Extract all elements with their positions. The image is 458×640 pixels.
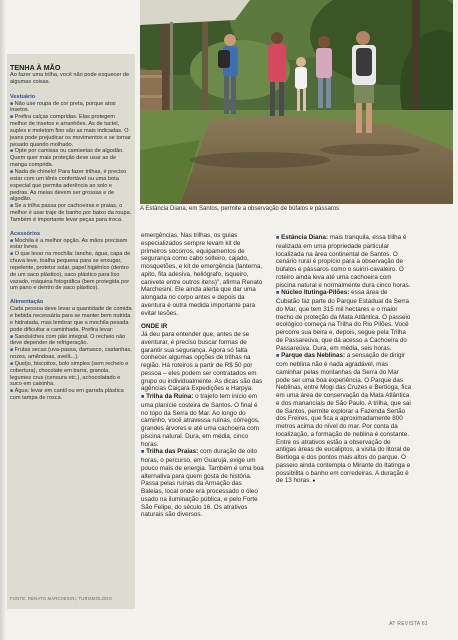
trail-entry-itutinga: ■ Núcleo Itutinga-Pilões: essa área de Cubatão faz parte do Parque Estadual da Serra do Mar, que tem 315 mil hectares e o maior trecho de proteção da Mata Atlântica. O passeio ecológico começa na Trilha do Rio Pilões. Você percorre sua beira e, depois, segue pela Trilha de Passareúva, que dá acesso a Cachoeira do Passareúva. Dura, em média, seis horas. bbox=[276, 289, 411, 352]
square-bullet-icon: ■ bbox=[141, 394, 145, 400]
square-bullet-icon: ■ bbox=[276, 290, 280, 297]
trail-entry-diana: ■ Estância Diana: mais tranquila, essa trilha é realizada em uma propriedade particular localizada na área continental de Santos. O cenário rural é propício para a observação de búfalos e pássaros como o suiriri-cavaleiro. O roteiro ainda leva até uma cachoeira com piscina natural e normalmente dura cinco horas. bbox=[276, 234, 411, 289]
trail-entry-praias: ■ Trilha das Praias: com duração de oito horas, o percurso, em Guarujá, exige um pouco mais de energia. Também é uma boa alternativa para quem gosta de história. Passa pelas ruínas da Armação das Baleias, local onde era processado o óleo usado na iluminação pública, e pelo Forte São Felipe, do século 16. Os atrativos naturais são diversos. bbox=[141, 448, 264, 519]
page-fold-shadow bbox=[0, 0, 6, 640]
sidebar-credit: FONTE: RENATO MARCHESINI, TURISMÓLOGO bbox=[10, 596, 113, 601]
square-bullet-icon: ■ bbox=[10, 347, 14, 354]
square-bullet-icon: ■ bbox=[10, 251, 14, 258]
sidebar-item: ■ Frutas secas (uva-passa, damasco, castanhas, nozes, amêndoas, avelã...). bbox=[10, 347, 132, 361]
sidebar-intro: Ao fazer uma trilha, você não pode esquecer de algumas coisas. bbox=[10, 72, 130, 85]
square-bullet-icon: ■ bbox=[10, 388, 14, 395]
photo-caption: A Estância Diana, em Santos, permite a observação de búfalos e pássaros bbox=[140, 206, 340, 212]
square-bullet-icon: ■ bbox=[10, 100, 14, 107]
square-bullet-icon: ■ bbox=[10, 168, 14, 175]
sidebar-heading-food: Alimentação bbox=[10, 299, 44, 306]
trail-entry-ruina: ■ Trilha da Ruína: o trajeto tem início em uma planície costeira de Santos. O final é no topo da Serra do Mar. Ao longo do caminho, você atravessa ruínas, córregos, grandes árvores e até uma cachoeira com piscina natural. Dura, em média, cinco horas. bbox=[141, 393, 260, 448]
square-bullet-icon: ■ bbox=[10, 148, 14, 155]
sidebar-title: TENHA À MÃO bbox=[10, 63, 61, 72]
square-bullet-icon: ■ bbox=[10, 360, 14, 367]
sidebar-item: ■ Mochila é a melhor opção. As mãos precisam estar livres. bbox=[10, 237, 128, 251]
trail-title: Trilha das Praias: bbox=[146, 448, 199, 456]
sidebar-item: ■ Opte por camisas ou camisetas de algodão. Quem quer mais proteção deve usar as de manga comprida. bbox=[10, 148, 124, 169]
sidebar-item: ■ Sanduíches com pão integral. O recheio não deve depender de refrigeração. bbox=[10, 333, 126, 347]
sidebar-section-accessories bbox=[10, 231, 132, 293]
sidebar-heading-clothing: Vestuário bbox=[10, 93, 36, 100]
trail-title: Trilha da Ruína: bbox=[146, 393, 194, 400]
sidebar-section-clothing bbox=[10, 94, 132, 224]
square-bullet-icon: ■ bbox=[10, 203, 14, 210]
sidebar-heading-accessories: Acessórios bbox=[10, 230, 41, 237]
sidebar-item: ■ Se a trilha passa por cachoeiras e praias, o melhor é usar traje de banho por baixo da roupa. Também é importante levar peças para troca. bbox=[10, 203, 132, 223]
article-column-1 bbox=[141, 232, 265, 519]
end-mark-icon: ● bbox=[311, 478, 316, 485]
sidebar-item: ■ Queijo, biscoitos, bolo simples (sem recheio e cobertura), chocolate em barra, granola, legumes crus (cenoura etc.), achocolatado e suco em caixinha. bbox=[10, 360, 129, 388]
trail-title: Estância Diana: bbox=[281, 234, 328, 241]
sidebar-item: ■ Prefira calças compridas. Elas protegem melhor de insetos e arranhões. As de tactel, suplex e moletom fino são as mais indicadas. O jeans pode prejudicar os movimentos e se tornar pesado quando molhado. bbox=[10, 114, 131, 148]
square-bullet-icon: ■ bbox=[10, 237, 14, 244]
square-bullet-icon: ■ bbox=[141, 449, 145, 456]
article-paragraph: emergências. Nas trilhas, os guias especializados sempre levam kit de primeiros socorros, equipamentos de segurança como cabo solteiro, cajado, mosquetões, e kit de emergência (lanterna, apito, fita adesiva, heliógrafo, isqueiro, canivete entre outros itens)", afirma Renato Marchesini. Ele ainda alerta que dar uma alongada no corpo antes e depois da aventura é outra medida importante para evitar lesões. bbox=[141, 232, 263, 317]
square-bullet-icon: ■ bbox=[276, 235, 280, 241]
sidebar-item: ■ Água: levar em cantil ou em garrafa plástica com tampa de rosca. bbox=[10, 388, 124, 402]
article-paragraph: Já deu para entender que, antes de se aventurar, é preciso buscar formas de garantir sua segurança. Agora só falta conhecer algumas opções de trilhas na região. Há roteiros a partir de R$ 50 por pessoa – eles podem ser contratados em grupo ou individualmente. As dicas são das agências Caiçara Expedições e Harpya. bbox=[141, 331, 263, 393]
sidebar-item: ■ Nada de chinelo! Para fazer trilhas, é preciso estar com um tênis confortável ou uma bota especial que permita aderência ao solo e pedras. As meias devem ser grossas e de algodão. bbox=[10, 168, 127, 203]
tip-sidebar bbox=[7, 54, 135, 609]
square-bullet-icon: ■ bbox=[10, 114, 14, 121]
section-heading-onde-ir: ONDE IR bbox=[141, 323, 168, 331]
square-bullet-icon: ■ bbox=[276, 353, 280, 360]
article-column-2 bbox=[276, 234, 412, 486]
trail-photo bbox=[140, 0, 453, 204]
square-bullet-icon: ■ bbox=[10, 333, 14, 340]
sidebar-section-food bbox=[10, 299, 132, 402]
trail-entry-neblinas: ■ Parque das Neblinas: a sensação de dirigir com neblina não é nada agradável, mas caminhar pelas montanhas da Serra do Mar pode ser uma boa experiência. O Parque das Neblinas, entre Mogi das Cruzes e Bertioga, fica em uma área de conservação da Mata Atlântica e dos mananciais de São Paulo. A trilha, que sai de Santos, permite explorar a Fazenda Sertão dos Freires, que fica a aproximadamente 800 metros acima do nível do mar. Por conta da localização, a formação de neblina é constante. Entre os atrativos estão a observação de antigas áreas de eucaliptos, a visita do litoral de Bertioga e dos pontos mais altos do parque. O passeio ainda contempla o Mirante do Itatinga e possibilita o banho em corredeiras. A duração é de 13 horas. ● bbox=[276, 352, 412, 485]
sidebar-item: Cada pessoa deve levar a quantidade de comida e bebida necessária para se manter bem nutrida e hidratada, mas lembrar que a mochila pesada pode dificultar a caminhada. Prefira levar: bbox=[10, 306, 132, 333]
sidebar-item: ■ Não use roupa de cor preta, porque atrai insetos. bbox=[10, 100, 116, 114]
page-folio: AT REVISTA 61 bbox=[389, 621, 428, 627]
sidebar-item: ■ O que levar na mochila: lanche, água, capa de chuva leve, toalha pequena para se enxugar, repelente, protetor solar, papel higiênico (dentro de um saco plástico), saco plástico para lixo vazado, máquina fotográfica (bem protegida por um pano e dentro de saco plástico). bbox=[10, 251, 131, 292]
trail-title: Parque das Neblinas: bbox=[281, 352, 346, 360]
trail-title: Núcleo Itutinga-Pilões: bbox=[281, 289, 350, 297]
